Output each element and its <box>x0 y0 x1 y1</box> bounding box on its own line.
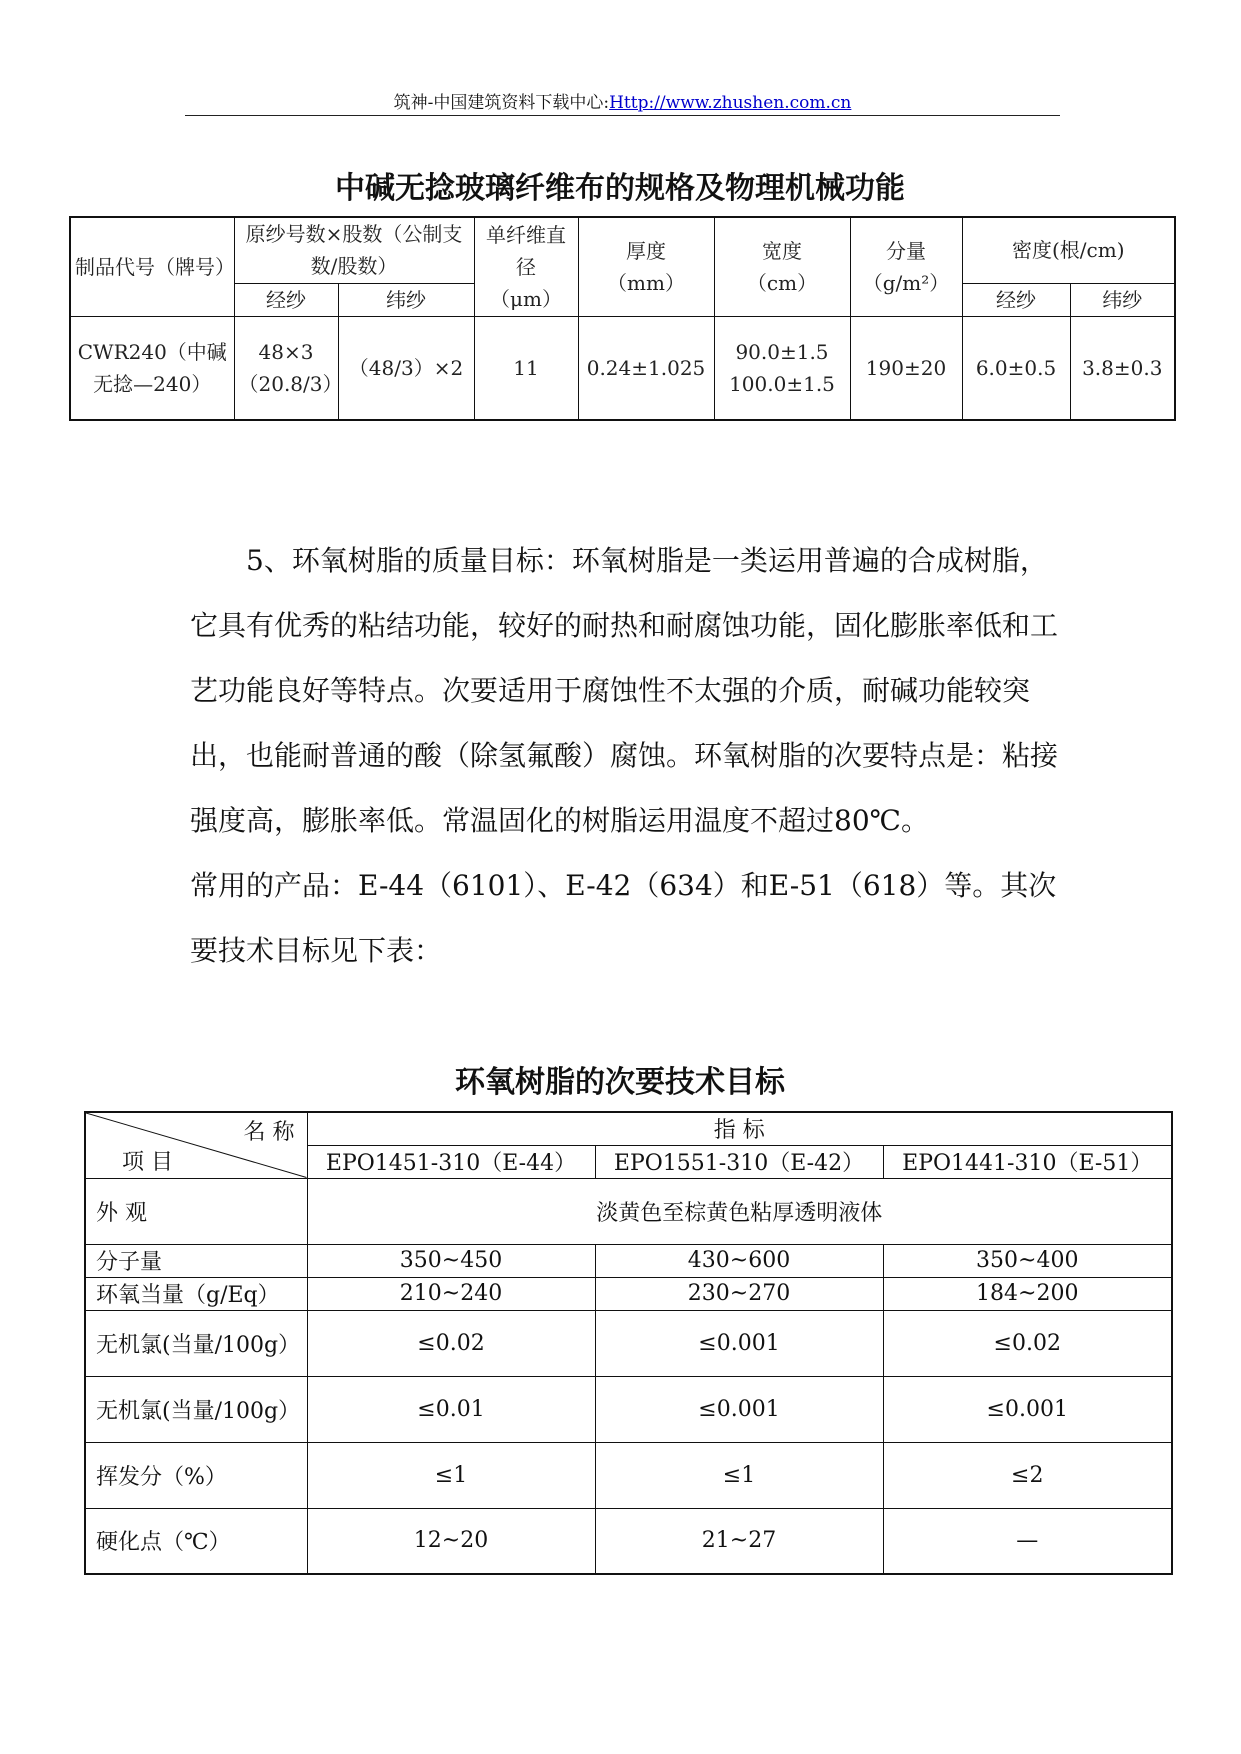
table-cell: ≤0.001 <box>595 1376 883 1442</box>
corner-cell <box>85 1112 307 1178</box>
table-cell: ≤0.01 <box>307 1376 595 1442</box>
row-label: 硬化点（℃） <box>85 1508 307 1574</box>
table-cell: 430~600 <box>595 1244 883 1277</box>
table-cell: ≤0.001 <box>595 1310 883 1376</box>
header-density-weft: 纬纱 <box>1070 283 1175 316</box>
table-cell: 350~450 <box>307 1244 595 1277</box>
header-link[interactable]: Http://www.zhushen.com.cn <box>609 93 852 113</box>
table-cell: 12~20 <box>307 1508 595 1574</box>
row-label: 分子量 <box>85 1244 307 1277</box>
table-cell: 350~400 <box>883 1244 1172 1277</box>
corner-item-label: 项 目 <box>122 1149 173 1175</box>
row-label: 挥发分（%） <box>85 1442 307 1508</box>
row-label: 无机氯(当量/100g） <box>85 1376 307 1442</box>
header-site-name: 筑神-中国建筑资料下载中心: <box>393 93 610 113</box>
header-product-code: 制品代号（牌号） <box>70 217 234 316</box>
cell-fiber-diameter: 11 <box>474 316 578 420</box>
header-density-warp: 经纱 <box>962 283 1070 316</box>
cell-width-b: 100.0±1.5 <box>729 371 835 396</box>
column-e51: EPO1441-310（E-51） <box>883 1145 1172 1178</box>
header-density: 密度(根/cm) <box>962 217 1175 283</box>
cell-weight: 190±20 <box>850 316 962 420</box>
paragraph-epoxy-quality: 5、环氧树脂的质量目标：环氧树脂是一类运用普遍的合成树脂，它具有优秀的粘结功能，较好的耐热和耐腐蚀功能，固化膨胀率低和工艺功能良好等特点。次要适用于腐蚀性不太强的介质，耐碱功能较突出，也能耐普通的酸（除氢氟酸）腐蚀。环氧树脂的次要特点是：粘接强度高，膨胀率低。常温固化的树脂运用温度不超过80℃。 <box>190 544 1059 837</box>
header-yarn-weft: 纬纱 <box>338 283 474 316</box>
table-cell: ≤1 <box>307 1442 595 1508</box>
header-fiber-unit: （μm） <box>490 286 562 311</box>
header-yarn-count: 原纱号数×股数（公制支数/股数） <box>234 217 474 283</box>
table-cell: ≤0.001 <box>883 1376 1172 1442</box>
header-width-label: 宽度 <box>762 238 802 263</box>
table-cell: — <box>883 1508 1172 1574</box>
header-fiber-label: 单纤维直径 <box>486 222 566 279</box>
header-thickness-label: 厚度 <box>626 238 666 263</box>
cell-thickness: 0.24±1.025 <box>578 316 714 420</box>
cell-density-weft: 3.8±0.3 <box>1070 316 1175 420</box>
cell-warp-yarn: 48×3（20.8/3） <box>234 316 338 420</box>
table-cell: 21~27 <box>595 1508 883 1574</box>
table-cell: 184~200 <box>883 1277 1172 1310</box>
corner-name-label: 名 称 <box>243 1120 295 1145</box>
table-cell: ≤0.02 <box>883 1310 1172 1376</box>
cell-appearance: 淡黄色至棕黄色粘厚透明液体 <box>307 1178 1172 1244</box>
header-thickness <box>578 217 714 316</box>
header-width-unit: （cm） <box>746 270 818 295</box>
index-header: 指 标 <box>307 1112 1172 1145</box>
paragraph-common-products: 常用的产品：E-44（6101）、E-42（634）和E-51（618）等。其次要技术目标见下表： <box>190 869 1057 967</box>
row-label: 无机氯(当量/100g） <box>85 1310 307 1376</box>
header-divider <box>185 115 1060 116</box>
cell-density-warp: 6.0±0.5 <box>962 316 1070 420</box>
table-cell: ≤0.02 <box>307 1310 595 1376</box>
table1-title: 中碱无捻玻璃纤维布的规格及物理机械功能 <box>335 171 905 206</box>
header-fiber-diameter <box>474 217 578 316</box>
cell-width-a: 90.0±1.5 <box>735 339 829 364</box>
table-cell: 230~270 <box>595 1277 883 1310</box>
column-e44: EPO1451-310（E-44） <box>307 1145 595 1178</box>
table-cell: 210~240 <box>307 1277 595 1310</box>
column-e42: EPO1551-310（E-42） <box>595 1145 883 1178</box>
table-cell: ≤1 <box>595 1442 883 1508</box>
header-width <box>714 217 850 316</box>
page-header <box>185 88 1060 113</box>
body-text <box>190 528 1060 983</box>
header-weight-unit: （g/m²） <box>862 270 950 295</box>
header-weight-label: 分量 <box>886 238 926 263</box>
glass-fiber-spec-table <box>69 216 1176 421</box>
cell-weft-yarn: （48/3）×2 <box>338 316 474 420</box>
row-label-appearance: 外 观 <box>85 1178 307 1244</box>
cell-product-code: CWR240（中碱无捻—240） <box>70 316 234 420</box>
header-weight <box>850 217 962 316</box>
cell-width <box>714 316 850 420</box>
table-cell: ≤2 <box>883 1442 1172 1508</box>
header-thickness-unit: （mm） <box>607 270 685 295</box>
header-yarn-warp: 经纱 <box>234 283 338 316</box>
row-label: 环氧当量（g/Eq） <box>85 1277 307 1310</box>
epoxy-spec-table <box>84 1111 1173 1575</box>
table2-title: 环氧树脂的次要技术目标 <box>455 1065 785 1100</box>
